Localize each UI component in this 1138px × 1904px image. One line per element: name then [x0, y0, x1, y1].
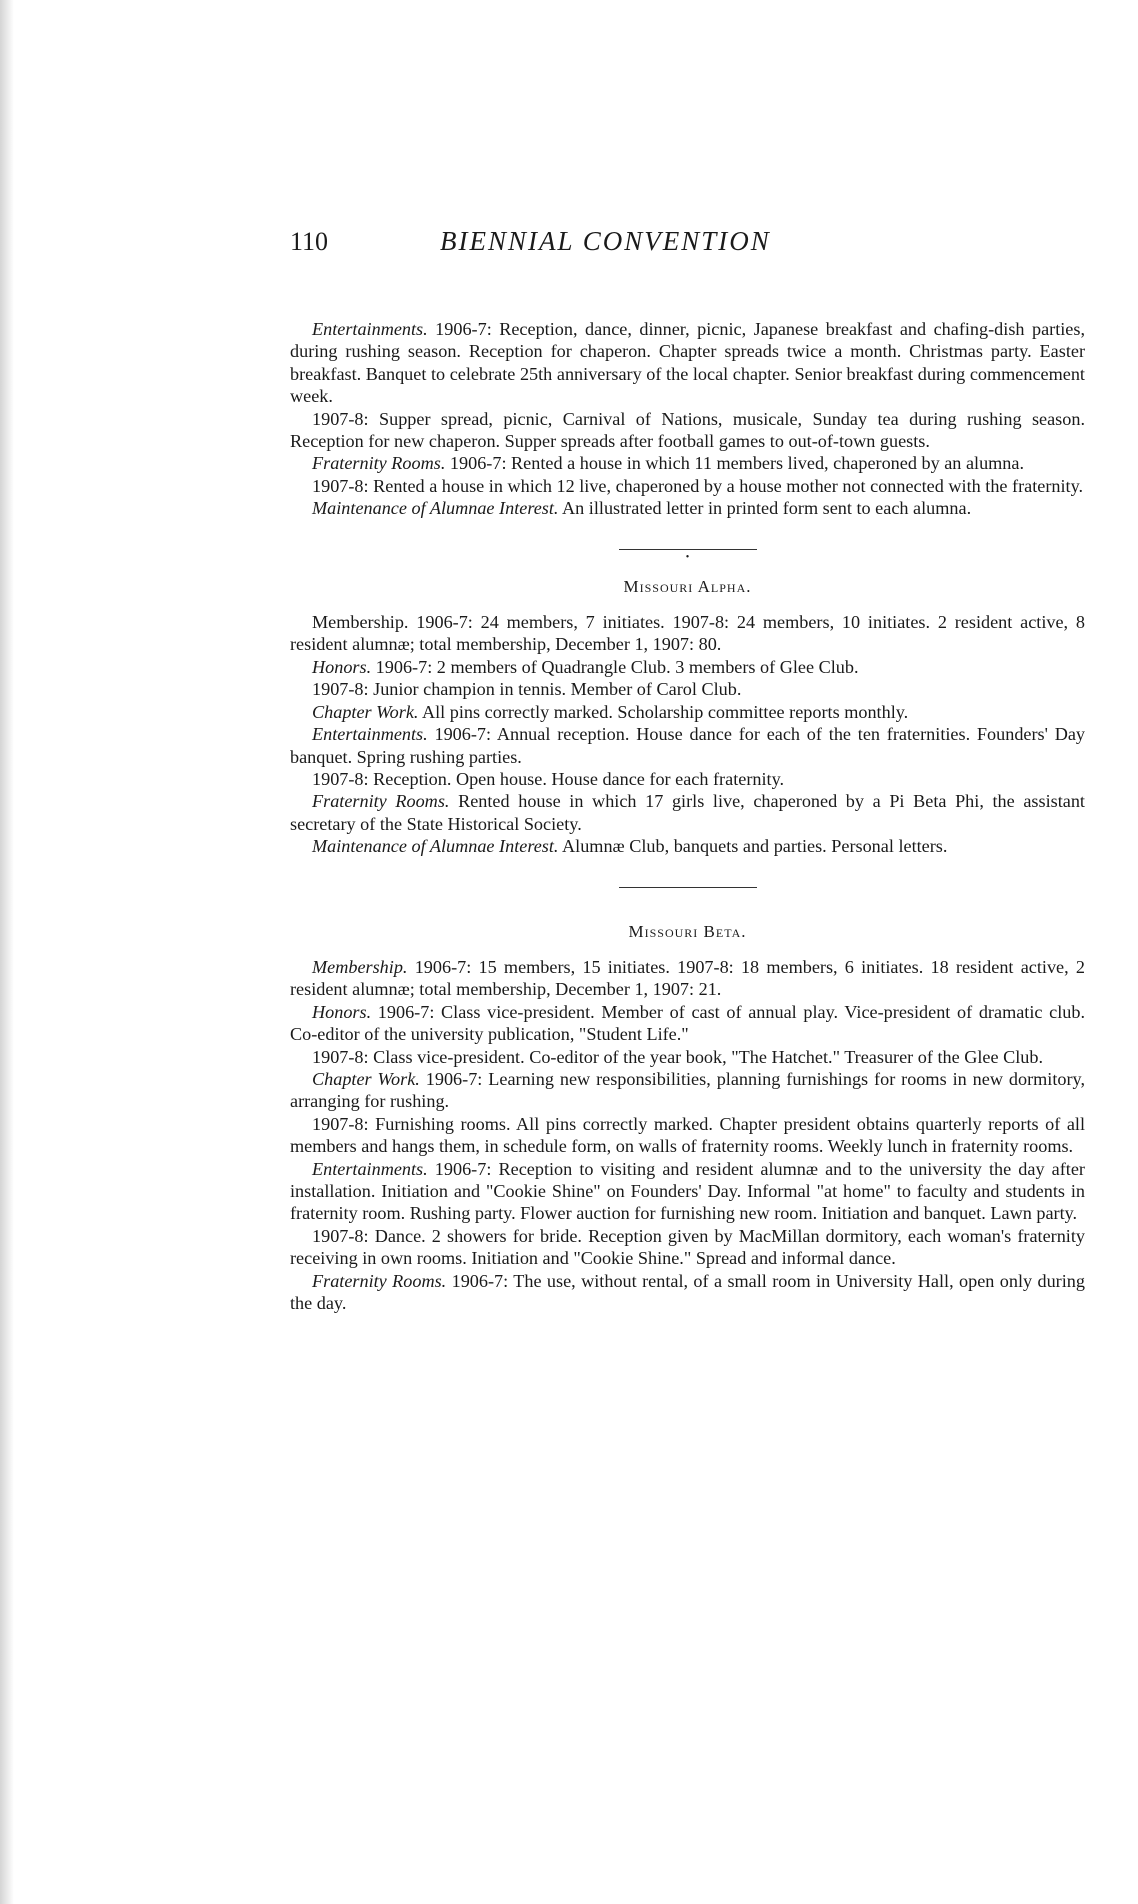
paragraph-text: 1907-8: Dance. 2 showers for bride. Reception given by MacMillan dormitory, each woman's fraternity receiving in own rooms. Initiation and "Cookie Shine." Spread and informal dance.	[290, 1225, 1085, 1269]
paragraph	[290, 475, 1085, 497]
paragraph-text: 1907-8: Rented a house in which 12 live, chaperoned by a house mother not connected with the fraternity.	[312, 475, 1084, 496]
paragraph-text: Rented house in which 17 girls live, chaperoned by a Pi Beta Phi, the assistant secretary of the State Historical Society.	[290, 791, 1085, 834]
divider-dot: •	[685, 551, 690, 563]
paragraph	[290, 701, 1085, 723]
paragraph	[290, 318, 1085, 408]
paragraph-text: 1906-7: Rented a house in which 11 members lived, chaperoned by an alumna.	[445, 453, 1025, 474]
paragraph	[290, 1046, 1085, 1068]
paragraph-text: Membership. 1906-7: 24 members, 7 initiates. 1907-8: 24 members, 10 initiates. 2 resident active, 8 resident alumnæ; total membership, December 1, 1907: 80.	[290, 612, 1085, 655]
paragraph	[290, 956, 1085, 1001]
paragraph-text: Alumnæ Club, banquets and parties. Personal letters.	[558, 836, 948, 857]
paragraph-lead: Fraternity Rooms.	[312, 1270, 447, 1291]
paragraph	[290, 790, 1085, 835]
paragraph-text: All pins correctly marked. Scholarship committee reports monthly.	[418, 701, 909, 722]
paragraph	[290, 1270, 1085, 1315]
book-page	[290, 226, 1085, 1314]
paragraph-text: 1906-7: Reception to visiting and resident alumnæ and to the university the day after installation. Initiation and "Cookie Shine" on Founders' Day. Informal "at home" to faculty and students in fraternity room. Rushing party. Flower auction for furnishing new room. Initiation and banquet. Lawn party.	[290, 1158, 1085, 1224]
page-body	[290, 318, 1085, 1314]
running-title: BIENNIAL CONVENTION	[440, 226, 771, 256]
paragraph-text: 1906-7: Learning new responsibilities, planning furnishings for rooms in new dormitory, arranging for rushing.	[290, 1068, 1086, 1112]
paragraph	[290, 1001, 1085, 1046]
paragraph-lead: Entertainments.	[312, 319, 428, 339]
paragraph-lead: Honors.	[312, 656, 372, 677]
paragraph-lead: Maintenance of Alumnae Interest.	[312, 498, 559, 519]
paragraph-lead: Chapter Work.	[312, 1068, 420, 1089]
section-heading-missouri-alpha: Missouri Alpha.	[623, 576, 752, 596]
paragraph	[290, 1225, 1085, 1270]
running-head	[290, 226, 1085, 274]
paragraph	[290, 723, 1085, 768]
page-number: 110	[290, 227, 329, 256]
paragraph-lead: Fraternity Rooms.	[312, 453, 446, 474]
paragraph-text: 1907-8: Reception. Open house. House dance for each fraternity.	[312, 768, 785, 789]
paragraph-lead: Entertainments.	[312, 1158, 428, 1179]
paragraph-lead: Honors.	[312, 1001, 372, 1022]
paragraph-text: 1906-7: 15 members, 15 initiates. 1907-8: 18 members, 6 initiates. 18 resident active, 2 resident alumnæ; total membership, December 1, 1907: 21.	[290, 956, 1085, 1000]
paragraph	[290, 678, 1085, 700]
paragraph-text: 1906-7: Annual reception. House dance for each of the ten fraternities. Founders' Day banquet. Spring rushing parties.	[290, 724, 1085, 767]
paragraph	[290, 835, 1085, 857]
paragraph	[290, 1068, 1085, 1113]
paragraph-text: 1906-7: The use, without rental, of a small room in University Hall, open only during the day.	[290, 1270, 1085, 1314]
paragraph-lead: Chapter Work.	[312, 701, 419, 722]
paragraph-lead: Membership.	[312, 956, 408, 977]
paragraph	[290, 611, 1085, 656]
paragraph	[290, 452, 1085, 474]
paragraph	[290, 408, 1085, 453]
paragraph	[290, 1113, 1085, 1158]
paragraph	[290, 1158, 1085, 1225]
page-edge-shadow	[0, 0, 14, 1904]
paragraph	[290, 768, 1085, 790]
paragraph	[290, 656, 1085, 678]
paragraph-text: 1906-7: Class vice-president. Member of cast of annual play. Vice-president of dramatic club. Co-editor of the university publication, "Student Life."	[290, 1001, 1085, 1045]
paragraph-text: 1907-8: Furnishing rooms. All pins correctly marked. Chapter president obtains quarterly reports of all members and hangs them, in schedule form, on walls of fraternity rooms. Weekly lunch in fraternity rooms.	[290, 1113, 1085, 1157]
paragraph-text: 1906-7: Reception, dance, dinner, picnic, Japanese breakfast and chafing-dish parties, during rushing season. Reception for chaperon. Chapter spreads twice a month. Christmas party. Easter breakfast. Banquet to celebrate 25th anniversary of the local chapter. Senior breakfast during commencement week.	[290, 319, 1085, 407]
paragraph-text: 1906-7: 2 members of Quadrangle Club. 3 members of Glee Club.	[371, 656, 859, 677]
paragraph-lead: Entertainments.	[312, 724, 428, 745]
section-divider	[619, 549, 757, 550]
paragraph-text: 1907-8: Supper spread, picnic, Carnival of Nations, musicale, Sunday tea during rushing season. Reception for new chaperon. Supper spreads after football games to out-of-town guests.	[290, 408, 1085, 452]
paragraph-text: 1907-8: Junior champion in tennis. Member of Carol Club.	[312, 679, 742, 700]
paragraph-text: An illustrated letter in printed form sent to each alumna.	[558, 498, 972, 519]
section-divider	[619, 887, 757, 888]
paragraph-lead: Maintenance of Alumnae Interest.	[312, 836, 559, 857]
paragraph	[290, 497, 1085, 519]
paragraph-text: 1907-8: Class vice-president. Co-editor of the year book, "The Hatchet." Treasurer of the Glee Club.	[312, 1046, 1044, 1067]
paragraph-lead: Fraternity Rooms.	[312, 791, 450, 812]
section-heading-missouri-beta: Missouri Beta.	[628, 921, 747, 941]
